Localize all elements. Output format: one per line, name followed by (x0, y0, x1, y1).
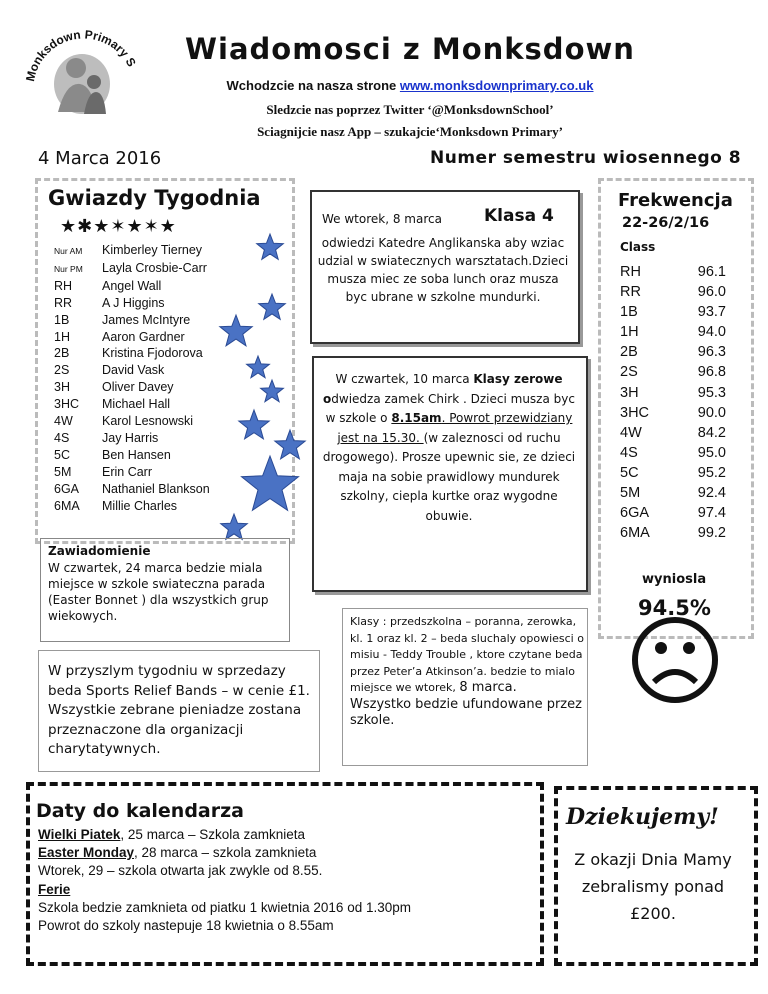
bands-text: W przyszlym tygodniu w sprzedazy beda Sports Relief Bands – w cenie £1. Wszystkie zebrane pieniadze zostana przeznaczone dla organizacji charytatywnych. (48, 663, 310, 757)
attendance-class: RR (620, 284, 641, 301)
award-row (54, 295, 210, 312)
tuesday-text: odwiedzi Katedre Anglikanska aby wziac udzial w swiatecznych warsztatach.Dzieci musza miec ze soba lunch oraz musza byc ubrane w szkolne mundurki. (317, 236, 569, 304)
star-icon (275, 430, 305, 459)
attendance-row (620, 523, 726, 543)
issue-number: Numer semestru wiosennego 8 (430, 148, 742, 168)
attendance-row (620, 503, 726, 523)
award-row (54, 498, 210, 515)
award-class: 3HC (54, 397, 80, 412)
award-class: 6GA (54, 481, 80, 496)
attendance-value: 96.8 (697, 364, 726, 381)
attendance-class: 5C (620, 464, 639, 481)
calendar-line-heading: Wielki Piatek (38, 827, 121, 842)
attendance-row (620, 362, 726, 382)
thursday-p2: dwiedza zamek Chirk . Dzieci musza byc w szkole o (325, 391, 575, 425)
tuesday-lead: We wtorek, 8 marca (322, 212, 442, 226)
attendance-class: 4S (620, 444, 638, 461)
award-name: Layla Crosbie-Carr (102, 260, 207, 275)
attendance-value: 99.2 (697, 525, 726, 542)
thursday-p4: (w zaleznosci od ruchu drogowego). Prosze upewnic sie, ze dzieci maja na sobie prawidlowy mundurek szkolny, ciepla kurtke oraz wygodne obuwie. (322, 430, 576, 523)
award-name: Millie Charles (102, 498, 178, 513)
thanks-text: Z okazji Dnia Mamy zebralismy ponad £200. (574, 850, 732, 923)
thursday-text (318, 370, 580, 526)
attendance-class: 1B (620, 304, 638, 321)
award-class: 3H (54, 380, 70, 395)
award-class: Nur AM (54, 246, 83, 256)
tuesday-class: Klasa 4 (484, 206, 554, 226)
calendar-line (38, 899, 411, 917)
calendar-line (38, 826, 411, 844)
calendar-line-heading: Easter Monday (38, 845, 135, 861)
award-name: Kimberley Tierney (102, 243, 203, 257)
calendar-title: Daty do kalendarza (36, 800, 244, 822)
attendance-row (620, 383, 726, 403)
star-icon (221, 514, 248, 539)
attendance-row (620, 282, 726, 302)
award-class: 4W (54, 414, 73, 429)
award-name: Jay Harris (102, 430, 159, 445)
decorative-stars-icon (200, 232, 320, 562)
attendance-dates: 22-26/2/16 (622, 215, 710, 231)
award-class: RR (54, 295, 73, 310)
award-row (54, 430, 210, 447)
attendance-row (620, 483, 726, 503)
award-name: Ben Hansen (102, 447, 171, 462)
issue-date: 4 Marca 2016 (38, 148, 162, 169)
attendance-total-percent: 94.5% (638, 596, 711, 620)
award-row (54, 464, 210, 481)
page-title: Wiadomosci z Monksdown (185, 32, 635, 66)
attendance-row (620, 463, 726, 483)
calendar-lines (38, 826, 411, 935)
award-row (54, 447, 210, 464)
award-class: RH (54, 278, 73, 293)
calendar-line-text: , 25 marca – Szkola zamknieta (120, 827, 306, 842)
award-row (54, 481, 210, 498)
award-name: A J Higgins (102, 295, 165, 310)
attendance-class: 4W (620, 424, 642, 441)
award-name: James McIntyre (102, 312, 191, 327)
attendance-class-header: Class (620, 240, 656, 254)
attendance-value: 92.4 (697, 485, 726, 502)
attendance-class: 2S (620, 364, 638, 381)
award-name: Kristina Fjodorova (102, 346, 203, 361)
calendar-line-text: , 28 marca – szkola zamknieta (134, 845, 317, 861)
award-name: Angel Wall (102, 278, 162, 293)
attendance-value: 94.0 (697, 324, 726, 341)
star-icon (261, 380, 284, 402)
award-name: Karol Lesnowski (102, 414, 194, 429)
attendance-value: 95.3 (697, 384, 726, 401)
attendance-class: 2B (620, 344, 638, 361)
award-row (54, 260, 210, 278)
star-icon (259, 294, 286, 319)
thursday-p1-bold: Klasy zerowe o (323, 372, 563, 406)
website-link[interactable]: www.monksdownprimary.co.uk (399, 78, 594, 93)
award-class: Nur PM (54, 263, 83, 274)
attendance-row (620, 322, 726, 342)
attendance-class: 5M (620, 485, 641, 502)
notice-title: Zawiadomienie (48, 544, 151, 558)
story-text (350, 614, 584, 730)
award-row (54, 329, 210, 346)
website-line (160, 78, 660, 93)
attendance-class: 3HC (620, 404, 650, 421)
attendance-value: 97.4 (697, 505, 726, 522)
award-row (54, 278, 210, 295)
attendance-value: 93.7 (697, 304, 726, 321)
award-row (54, 362, 210, 379)
award-class: 1B (54, 312, 70, 327)
award-row (54, 242, 210, 260)
attendance-total-label: wyniosla (642, 572, 707, 587)
calendar-line (38, 917, 411, 935)
attendance-title: Frekwencja (618, 190, 733, 211)
star-icon (220, 315, 252, 346)
attendance-value: 90.0 (697, 404, 726, 421)
award-row (54, 312, 210, 329)
award-class: 5M (54, 464, 72, 479)
star-icon (239, 410, 269, 439)
calendar-line (38, 862, 411, 880)
award-class: 2S (54, 363, 70, 378)
school-logo (22, 20, 142, 138)
star-icon (247, 356, 270, 378)
attendance-class: RH (620, 264, 641, 280)
thursday-p3: . Powrot przewidziany jest na 15.30. (337, 411, 573, 445)
story-funding: Wszystko bedzie ufundowane przez szkole. (350, 696, 582, 728)
website-prefix: Wchodzcie na nasza strone (226, 78, 400, 93)
attendance-row (620, 403, 726, 423)
attendance-class: 3H (620, 384, 639, 401)
attendance-row (620, 423, 726, 443)
award-class: 2B (54, 346, 70, 361)
award-name: David Vask (102, 363, 165, 378)
attendance-value: 95.0 (697, 444, 726, 461)
attendance-class: 6MA (620, 525, 650, 542)
award-class: 1H (54, 329, 70, 344)
logo-text: Monksdown Primary S (23, 27, 139, 83)
calendar-line-text: Powrot do szkoly nastepuje 18 kwietnia o 8.55am (38, 918, 334, 934)
calendar-line (38, 881, 411, 899)
award-name: Michael Hall (102, 397, 171, 412)
calendar-line-text: Wtorek, 29 – szkola otwarta jak zwykle od 8.55. (38, 863, 323, 879)
award-name: Nathaniel Blankson (102, 481, 210, 496)
app-line: Sciagnijcie nasz App – szukajcie‘Monksdown Primary’ (257, 124, 563, 139)
stars-title: Gwiazdy Tygodnia (48, 186, 261, 210)
thursday-p1: W czwartek, 10 marca (335, 372, 474, 386)
attendance-value: 95.2 (697, 464, 726, 481)
calendar-line-text: Szkola bedzie zamknieta od piatku 1 kwietnia 2016 od 1.30pm (38, 899, 411, 915)
award-row (54, 396, 210, 413)
award-class: 5C (54, 447, 70, 462)
award-name: Oliver Davey (102, 380, 174, 395)
award-class: 6MA (54, 498, 80, 513)
attendance-value: 96.3 (697, 344, 726, 361)
calendar-line (38, 844, 411, 862)
attendance-class: 6GA (620, 505, 650, 522)
attendance-class: 1H (620, 324, 639, 341)
award-row (54, 413, 210, 430)
thanks-title: Dziekujemy! (566, 804, 719, 830)
attendance-row (620, 302, 726, 322)
twitter-line: Sledzcie nas poprzez Twitter ‘@MonksdownSchool’ (266, 102, 554, 117)
attendance-row (620, 443, 726, 463)
attendance-value: 96.1 (697, 264, 726, 280)
award-row (54, 345, 210, 362)
awards-list (54, 242, 210, 515)
notice-text: W czwartek, 24 marca bedzie miala miejsce w szkole swiateczna parada (Easter Bonnet ) dla wszystkich grup wiekowych. (48, 561, 269, 623)
star-icon (257, 234, 284, 259)
calendar-line-heading: Ferie (38, 881, 71, 897)
story-body: Klasy : przedszkolna – poranna, zerowka, kl. 1 oraz kl. 2 – beda sluchaly opowiesci o misiu - Teddy Trouble , ktore czytane beda przez Peter’a Atkinson’a. bedzie to mialo miejsce we wtorek, (350, 615, 584, 694)
award-row (54, 379, 210, 396)
star-icon (242, 456, 299, 510)
attendance-value: 84.2 (697, 424, 726, 441)
star-row-icon: ★✱★✶★✶★ (60, 216, 177, 237)
story-date: 8 marca. (459, 680, 517, 695)
sad-face-icon (628, 614, 722, 706)
award-class: 4S (54, 430, 70, 445)
thursday-time: 8.15am (391, 411, 442, 425)
award-name: Erin Carr (102, 464, 153, 479)
attendance-row (620, 262, 726, 282)
attendance-value: 96.0 (697, 284, 726, 301)
attendance-row (620, 342, 726, 362)
attendance-table (620, 262, 726, 543)
award-name: Aaron Gardner (102, 329, 185, 344)
